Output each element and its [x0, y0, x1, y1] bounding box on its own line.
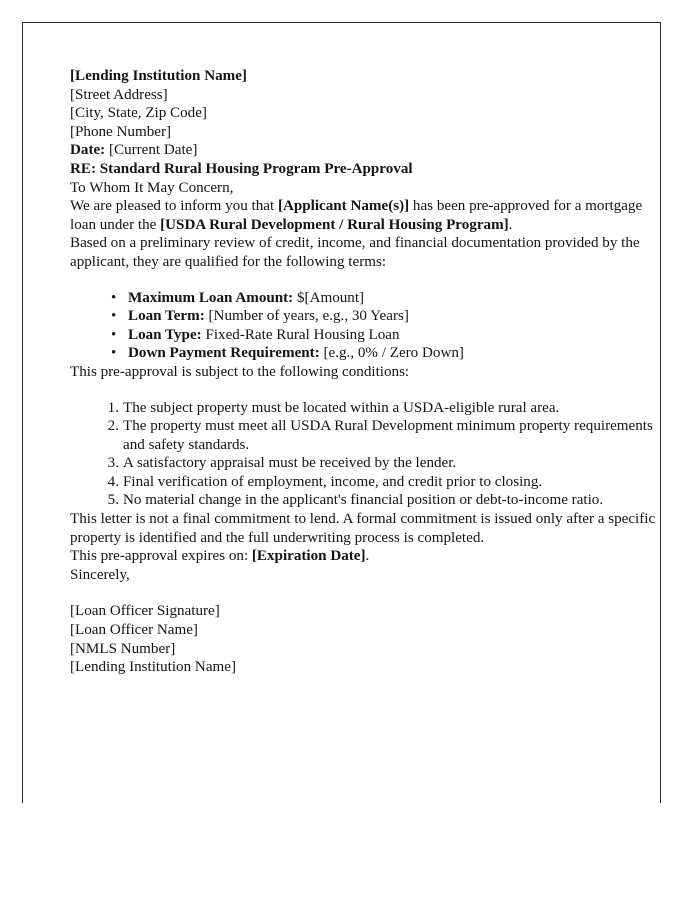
program-name-placeholder: [USDA Rural Development / Rural Housing Program]	[160, 216, 509, 233]
signature-line-nmls-number: [NMLS Number]	[70, 640, 176, 657]
date-line	[70, 141, 665, 160]
expiration-date-placeholder: [Expiration Date]	[251, 548, 366, 565]
list-item	[111, 344, 665, 363]
term-value-loan-term: [Number of years, e.g., 30 Years]	[204, 308, 409, 325]
term-value-maximum-loan-amount: $[Amount]	[293, 289, 365, 306]
list-item: Final verification of employment, income, and credit prior to closing.	[123, 473, 543, 490]
document-page-frame	[22, 22, 661, 803]
list-item: No material change in the applicant's financial position or debt-to-income ratio.	[123, 492, 604, 509]
disclaimer-paragraph: This letter is not a final commitment to lend. A formal commitment is issued only after a specific property is identified and the full underwriting process is completed.	[70, 511, 656, 546]
subject-line-text: RE: Standard Rural Housing Program Pre-Approval	[70, 160, 413, 177]
letter-content	[70, 67, 665, 677]
salutation: To Whom It May Concern,	[70, 179, 234, 196]
term-label-loan-type: Loan Type:	[128, 326, 202, 343]
list-item: The subject property must be located within a USDA-eligible rural area.	[123, 399, 560, 416]
term-label-maximum-loan-amount: Maximum Loan Amount:	[128, 289, 294, 306]
date-label: Date:	[70, 142, 106, 159]
letterhead-line-city-state-zip: [City, State, Zip Code]	[70, 105, 207, 122]
letterhead-line-institution: [Lending Institution Name]	[70, 68, 247, 84]
review-paragraph: Based on a preliminary review of credit, income, and financial documentation provided by the applicant, they are qualified for the following terms:	[70, 235, 640, 270]
intro-part-1: We are pleased to inform you that	[70, 198, 278, 215]
list-item	[111, 307, 665, 326]
expiration-line	[70, 547, 665, 566]
intro-part-3: .	[508, 216, 513, 233]
date-value: [Current Date]	[108, 142, 198, 159]
signature-line-officer-name: [Loan Officer Name]	[70, 622, 198, 639]
letterhead-block	[70, 67, 665, 141]
conditions-intro: This pre-approval is subject to the following conditions:	[70, 363, 410, 380]
loan-terms-list	[70, 289, 665, 363]
subject-line	[70, 160, 665, 179]
expiration-prefix: This pre-approval expires on:	[70, 548, 252, 565]
letterhead-line-street: [Street Address]	[70, 86, 168, 103]
closing: Sincerely,	[70, 566, 130, 583]
term-label-loan-term: Loan Term:	[128, 308, 205, 325]
letterhead-line-phone: [Phone Number]	[70, 123, 172, 140]
term-value-loan-type: Fixed-Rate Rural Housing Loan	[201, 326, 400, 343]
term-value-down-payment: [e.g., 0% / Zero Down]	[319, 345, 464, 362]
list-item: The property must meet all USDA Rural Development minimum property requirements and safety standards.	[123, 418, 653, 453]
expiration-suffix: .	[365, 548, 370, 565]
signature-line-officer-signature: [Loan Officer Signature]	[70, 603, 220, 620]
list-item	[111, 289, 665, 308]
list-item: A satisfactory appraisal must be received by the lender.	[123, 455, 457, 472]
signature-line-institution-name: [Lending Institution Name]	[70, 659, 236, 676]
term-label-down-payment: Down Payment Requirement:	[128, 345, 320, 362]
signature-block	[70, 602, 665, 676]
conditions-list	[70, 399, 665, 511]
intro-paragraph	[70, 197, 665, 234]
applicant-name-placeholder: [Applicant Name(s)]	[277, 198, 410, 215]
list-item	[111, 326, 665, 345]
intro-part-2: has been pre-approved for a mortgage loan under the	[70, 198, 643, 233]
